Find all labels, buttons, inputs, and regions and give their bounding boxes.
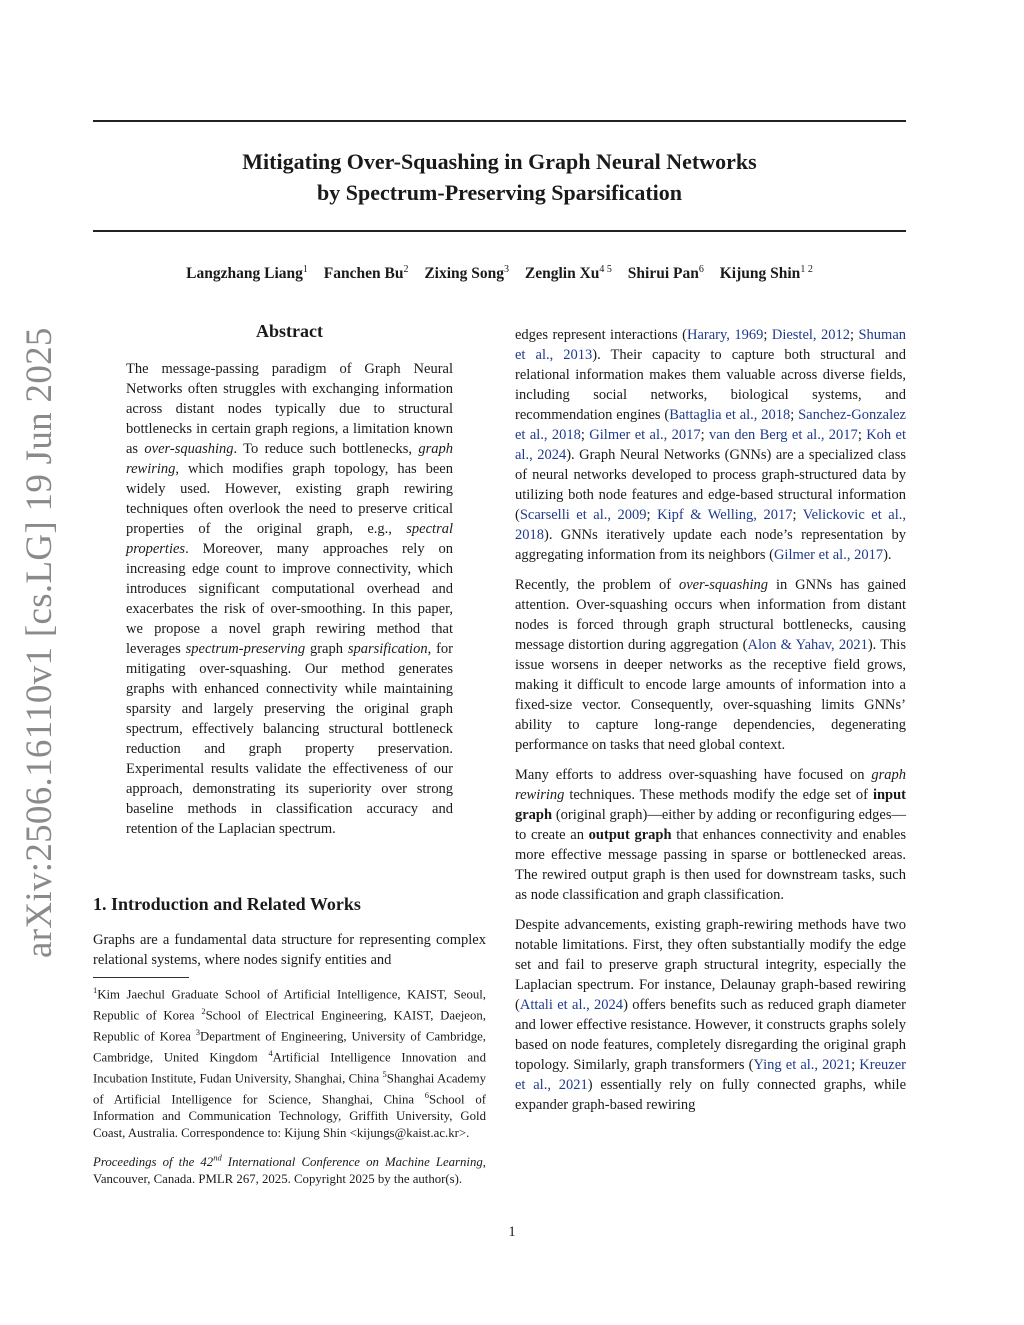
author-list <box>93 264 906 283</box>
intro-left-paragraph: Graphs are a fundamental data structure for representing complex relational systems, where nodes signify entities and <box>93 932 486 968</box>
author: Kijung Shin$^{1 2}$ <box>719 264 813 283</box>
intro-paragraph-3: Many efforts to address over-squashing have focused on graph rewiring techniques. These methods modify the edge set of input graph (original graph)—either by adding or reconfiguring edges—to create an output graph that enhances connectivity and enables more effective message passing in sparse or bottlenecked areas. The rewired output graph is then used for downstream tasks, such as node classification and graph classification. <box>515 767 907 903</box>
author: Langzhang Liang$^1$ <box>186 264 308 283</box>
top-rule <box>93 120 906 122</box>
page-number: 1 <box>508 1224 516 1240</box>
citation-link[interactable]: Harary, 1969 <box>686 327 764 343</box>
author: Fanchen Bu$^2$ <box>323 264 409 283</box>
citation-link[interactable]: Alon & Yahav, 2021 <box>747 637 868 653</box>
citation-link[interactable]: Gilmer et al., 2017 <box>589 427 701 443</box>
citation-link[interactable]: Attali et al., 2024 <box>519 997 624 1013</box>
intro-paragraph-1: edges represent interactions (Harary, 1969; Diestel, 2012; Shuman et al., 2013). Their capacity to capture both structural and relational information makes them valuable across diverse fields, including social networks, biological systems, and recommendation engines (Battaglia et al., 2018; Sanchez-Gonzalez et al., 2018; Gilmer et al., 2017; van den Berg et al., 2017; Koh et al., 2024). Graph Neural Networks (GNNs) are a specialized class of neural networks developed to process graph-structured data by utilizing both node features and edge-based structural information (Scarselli et al., 2009; Kipf & Welling, 2017; Velickovic et al., 2018). GNNs iteratively update each node’s representation by aggregating information from its neighbors (Gilmer et al., 2017). <box>515 327 907 563</box>
title-bottom-rule <box>93 230 906 232</box>
proceedings-note: Proceedings of the 42nd International Conference on Machine Learning, Vancouver, Canada. PMLR 267, 2025. Copyright 2025 by the author(s). <box>93 1153 486 1187</box>
author: Zenglin $Xu^{4 5}$ <box>524 264 612 283</box>
citation-link[interactable]: Ying et al., 2021 <box>753 1057 852 1073</box>
right-column <box>515 325 906 1125</box>
author: Zixing Song$^3$ <box>424 264 510 283</box>
title-line-1: Mitigating Over-Squashing in Graph Neural Networks <box>242 149 757 174</box>
paper-title <box>93 146 906 208</box>
citation-link[interactable]: Kipf & Welling, 2017 <box>657 507 793 523</box>
intro-paragraph-2: Recently, the problem of over-squashing in GNNs has gained attention. Over-squashing occurs when information from distant nodes is forced through graph structural bottlenecks, causing message distortion during aggregation (Alon & Yahav, 2021). This issue worsens in deeper networks as the receptive field grows, making it difficult to encode large amounts of information into a fixed-size vector. Consequently, over-squashing limits GNNs’ ability to capture long-range dependencies, degenerating performance on tasks that need global context. <box>515 577 906 753</box>
citation-link[interactable]: Velickovic et al., 2018 <box>515 507 906 543</box>
arxiv-identifier[interactable]: arXiv:2506.16110v1 [cs.LG] 19 Jun 2025 <box>19 327 60 958</box>
citation-link[interactable]: Battaglia et al., 2018 <box>669 407 791 423</box>
abstract-body: The message-passing paradigm of Graph Neural Networks often struggles with exchanging information across distant nodes typically due to structural bottlenecks in certain graph regions, a limitation known as over-squashing. To reduce such bottlenecks, graph rewiring, which modifies graph topology, has been widely used. However, existing graph rewiring techniques often overlook the need to preserve critical properties of the original graph, e.g., spectral properties. Moreover, many approaches rely on increasing edge count to improve connectivity, which introduces significant computational overhead and exacerbates the risk of over-smoothing. In this paper, we propose a novel graph rewiring method that leverages spectrum-preserving graph sparsification, for mitigating over-squashing. Our method generates graphs with enhanced connectivity while maintaining sparsity and largely preserving the original graph spectrum, effectively balancing structural bottleneck reduction and graph property preservation. Experimental results validate the effectiveness of our approach, demonstrating its superiority over strong baseline methods in classification accuracy and retention of the Laplacian spectrum. <box>126 361 453 837</box>
citation-link[interactable]: Koh et al., 2024 <box>515 427 906 463</box>
citation-link[interactable]: Sanchez-Gonzalez et al., 2018 <box>515 407 906 443</box>
affiliations-footnote: $^1$Kim Jaechul Graduate School of Artificial Intelligence, KAIST, Seoul, Republic of Korea $^2$School of Electrical Engineering, KAIST, Daejeon, Republic of Korea $^3$Department of Engineering, University of Cambridge, Cambridge, United Kingdom $^4$Artificial Intelligence Innovation and Incubation Institute, Fudan University, Shanghai, China $^5$Shanghai Academy of Artificial Intelligence for Science, Shanghai, China $^6$School of Information and Communication Technology, Griffith University, Gold Coast, Australia. Correspondence to: Kijung Shin <kijungs@kaist.ac.kr>. <box>93 985 486 1141</box>
citation-link[interactable]: Gilmer et al., 2017 <box>773 547 884 563</box>
section-heading-introduction: 1. Introduction and Related Works <box>93 894 361 914</box>
citation-link[interactable]: Shuman et al., 2013 <box>515 327 907 363</box>
title-line-2: by Spectrum-Preserving Sparsification <box>316 180 682 205</box>
intro-paragraph-4: Despite advancements, existing graph-rewiring methods have two notable limitations. First, they often substantially modify the edge set and fail to preserve graph structural integrity, especially the Laplacian spectrum. For instance, Delaunay graph-based rewiring (Attali et al., 2024) offers benefits such as reduced graph diameter and lower effective resistance. However, it constructs graphs solely based on node features, completely disregarding the original graph topology. Similarly, graph transformers (Ying et al., 2021; Kreuzer et al., 2021) essentially rely on fully connected graphs, while expander graph-based rewiring <box>515 917 907 1113</box>
citation-link[interactable]: Diestel, 2012 <box>771 327 850 343</box>
abstract-heading: Abstract <box>256 321 323 341</box>
citation-link[interactable]: Scarselli et al., 2009 <box>519 507 647 523</box>
citation-link[interactable]: van den Berg et al., 2017 <box>709 427 858 443</box>
author: Shirui Pan$^6$ <box>627 264 704 283</box>
footnote-rule <box>93 977 189 978</box>
citation-link[interactable]: Kreuzer et al., 2021 <box>515 1057 906 1093</box>
